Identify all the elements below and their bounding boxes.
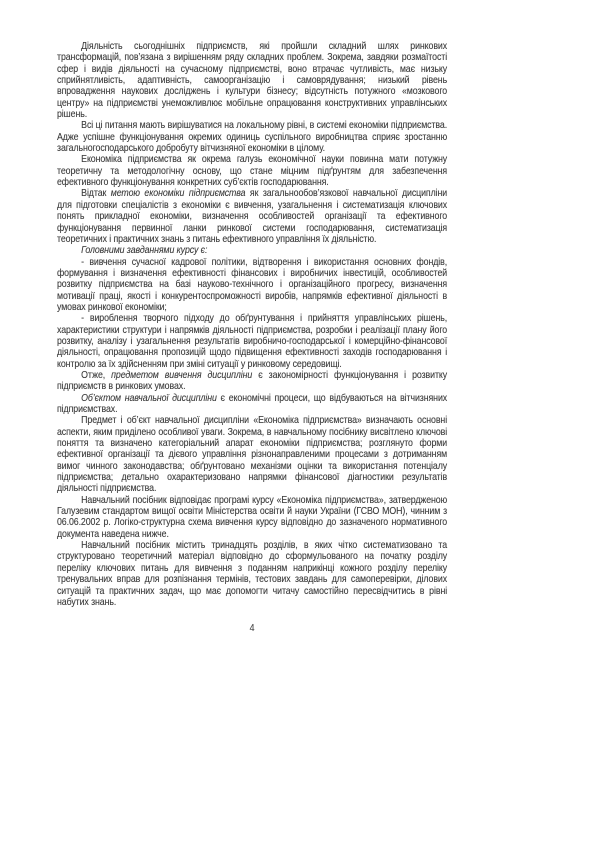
page-number: 4 xyxy=(249,623,255,635)
paragraph-text-italic: Головними завданнями курсу є: xyxy=(81,245,208,257)
paragraph-text: - вивчення сучасної кадрової політики, відтворення і використання основних фондів, формування і визначення ефективності фінансових і виробничих інвестицій, особливостей розвитку підприємства на базі науково-технічного і організаційного прогресу, визначення мотивації праці, якості і конкурентоспроможності виробів, напрямків ефективної діяльності в умовах ринкової економіки; xyxy=(57,256,448,313)
paragraph-text: Відтак xyxy=(81,188,111,200)
paragraph xyxy=(57,154,447,188)
text-column xyxy=(57,41,447,635)
list-item xyxy=(57,313,447,370)
list-item xyxy=(57,257,447,314)
paragraph-text-italic: предметом вивчення дисципліни xyxy=(111,369,253,381)
paragraph xyxy=(57,120,447,154)
paragraph xyxy=(57,415,447,494)
paragraph-text: Навчальний посібник містить тринадцять розділів, в яких чітко систематизовано та структуровано теоретичний матеріал відповідно до сформульованого на початку розділу переліку ключових питань для вивчення з поданням наприкінці кожного розділу переліку тренувальних вправ для розпізнання термінів, тестових завдань для самоперевірки, ділових ситуацій та практичних задач, що має допомогти читачу самостійно пересвідчитись в рівні набутих знань. xyxy=(57,540,448,608)
paragraph-text: Предмет і об’єкт навчальної дисципліни «Економіка підприємства» визначають основні аспекти, яким приділено особливої уваги. Зокрема, в навчальному посібнику висвітлено ключові поняття та визначено категоріальний апарат економіки підприємства; розглянуто форми ефективної організації та дієвого управління різнонаправленими процесами з дотриманням вимог чинного законодавства; обґрунтовано механізми оцінки та використання потенціалу підприємства; детально охарактеризовано напрямки фінансової діагностики результатів діяльності підприємства. xyxy=(57,415,448,495)
paragraph xyxy=(57,370,447,393)
paragraph-text: є економічні процеси, що відбуваються на вітчизняних підприємствах. xyxy=(57,392,448,415)
paragraph-text-italic: метою економіки підприємства xyxy=(110,188,246,200)
paragraph-text-italic: Об’єктом навчальної дисципліни xyxy=(81,392,217,404)
paragraph xyxy=(57,188,447,245)
paragraph-text: є закономірності функціонування і розвитку підприємств в ринкових умовах. xyxy=(57,369,448,393)
paragraph-text: Навчальний посібник відповідає програмі курсу «Економіка підприємства», затвердженою Галузевим стандартом вищої освіти Міністерства освіти й науки України (ГСВО МОН), чинним з 06.06.2002 р. Логіко-структурна схема вивчення курсу відповідно до зазначеного нормативного документа наведена нижче. xyxy=(57,494,448,540)
paragraph xyxy=(57,393,447,416)
paragraph-text: Економіка підприємства як окрема галузь економічної науки повинна мати потужну теоретичну та методологічну основу, що стане міцним підґрунтям для забезпечення ефективного функціонування конкретних суб’єктів господарювання. xyxy=(57,154,448,189)
paragraph-text: Всі ці питання мають вирішуватися на локальному рівні, в системі економіки підприємства. Адже успішне функціонування окремих одиниць суспільного виробництва сприяє зростанню загальногосподарського добробуту вітчизняної економіки в цілому. xyxy=(57,120,448,155)
paragraph-text: - вироблення творчого підходу до обґрунтування і прийняття управлінських рішень, характеристики структури і напрямків діяльності підприємства, розробки і реалізації плану його розвитку, аналізу і узагальнення результатів виробничо-господарської і комерційно-фінансової діяльності, опрацювання пропозицій щодо підвищення ефективності заходів господарювання і контролю за їх здійсненням при зміні ситуації у ринковому середовищі. xyxy=(57,313,448,370)
paragraph-text: Діяльність сьогоднішніх підприємств, які пройшли складний шлях ринкових трансформацій, пов’язана з вирішенням ряду складних проблем. Зокрема, завдяки розмаїтості сфер і видів діяльності на сучасному підприємстві, воно втрачає чутливість, має низьку сприйнятливість, адаптивність, самоорганізацію і самоврядування; низький рівень впровадження наукових досліджень і культури бізнесу; відсутність потужного «мозкового центру» на підприємстві унеможливлює мобільне опрацювання конструктивних управлінських рішень. xyxy=(57,41,448,121)
paragraph-text: Отже, xyxy=(81,369,112,381)
paragraph xyxy=(57,495,447,540)
paragraph-text: як загальнообов’язкової навчальної дисципліни для підготовки спеціалістів з економіки є вивчення, узагальнення і систематизація ключових понять прикладної економіки, визначення особливостей організації та ефективного функціонування первинної ланки ринкової системи господарювання, систематизація теоретичних і практичних знань з питань ефективного управління їх діяльністю. xyxy=(57,188,448,245)
paragraph xyxy=(57,540,447,608)
paragraph xyxy=(57,41,447,120)
paragraph xyxy=(57,245,447,256)
